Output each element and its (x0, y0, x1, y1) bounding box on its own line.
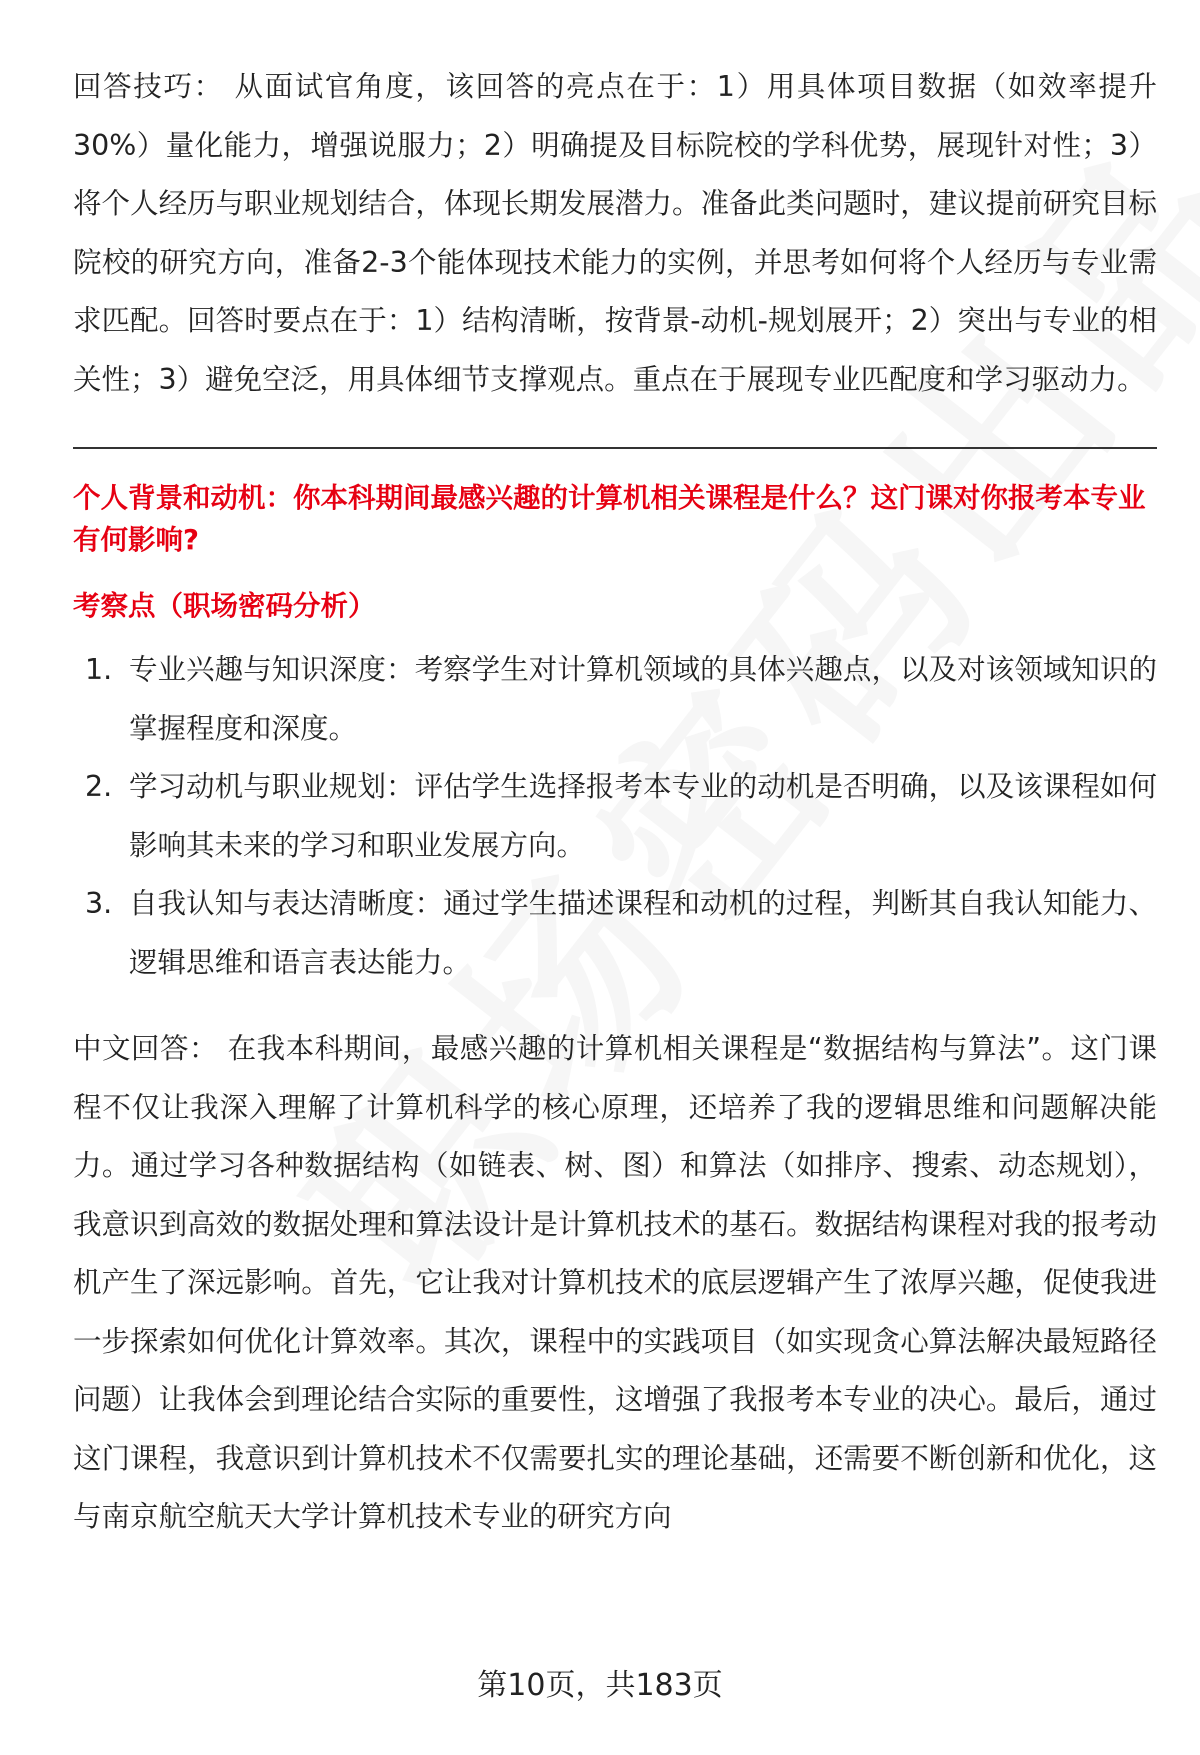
list-item-number: 3. (85, 887, 113, 920)
answer-paragraph: 中文回答： 在我本科期间，最感兴趣的计算机相关课程是“数据结构与算法”。这门课程不仅让我深入理解了计算机科学的核心原理，还培养了我的逻辑思维和问题解决能力。通过学习各种数据结构（如链表、树、图）和算法（如排序、搜索、动态规划），我意识到高效的数据处理和算法设计是计算机技术的基石。数据结构课程对我的报考动机产生了深远影响。首先，它让我对计算机技术的底层逻辑产生了浓厚兴趣，促使我进一步探索如何优化计算效率。其次，课程中的实践项目（如实现贪心算法解决最短路径问题）让我体会到理论结合实际的重要性，这增强了我报考本专业的决心。最后，通过这门课程，我意识到计算机技术不仅需要扎实的理论基础，还需要不断创新和优化，这与南京航空航天大学计算机技术专业的研究方向 (73, 1032, 1157, 1533)
list-item (73, 875, 1157, 992)
assessment-points-list (73, 641, 1157, 992)
list-item (73, 758, 1157, 875)
list-item (73, 641, 1157, 758)
list-item-text: 自我认知与表达清晰度：通过学生描述课程和动机的过程，判断其自我认知能力、逻辑思维和语言表达能力。 (129, 887, 1157, 979)
list-item-number: 2. (85, 770, 113, 803)
section-divider (73, 447, 1157, 449)
page-footer: 第10页，共183页 (477, 1668, 723, 1703)
question-title: 个人背景和动机：你本科期间最感兴趣的计算机相关课程是什么？这门课对你报考本专业有何影响? (73, 482, 1146, 556)
list-item-text: 专业兴趣与知识深度：考察学生对计算机领域的具体兴趣点，以及对该领域知识的掌握程度和深度。 (129, 653, 1157, 745)
list-item-number: 1. (85, 653, 113, 686)
section-heading: 考察点（职场密码分析） (73, 590, 376, 622)
tips-paragraph: 回答技巧： 从面试官角度，该回答的亮点在于：1）用具体项目数据（如效率提升30%）量化能力，增强说服力；2）明确提及目标院校的学科优势，展现针对性；3）将个人经历与职业规划结合，体现长期发展潜力。准备此类问题时，建议提前研究目标院校的研究方向，准备2-3个能体现技术能力的实例，并思考如何将个人经历与专业需求匹配。回答时要点在于：1）结构清晰，按背景-动机-规划展开；2）突出与专业的相关性；3）避免空泛，用具体细节支撑观点。重点在于展现专业匹配度和学习驱动力。 (73, 70, 1157, 396)
document-page (73, 58, 1157, 1547)
list-item-text: 学习动机与职业规划：评估学生选择报考本专业的动机是否明确，以及该课程如何影响其未来的学习和职业发展方向。 (129, 770, 1157, 862)
